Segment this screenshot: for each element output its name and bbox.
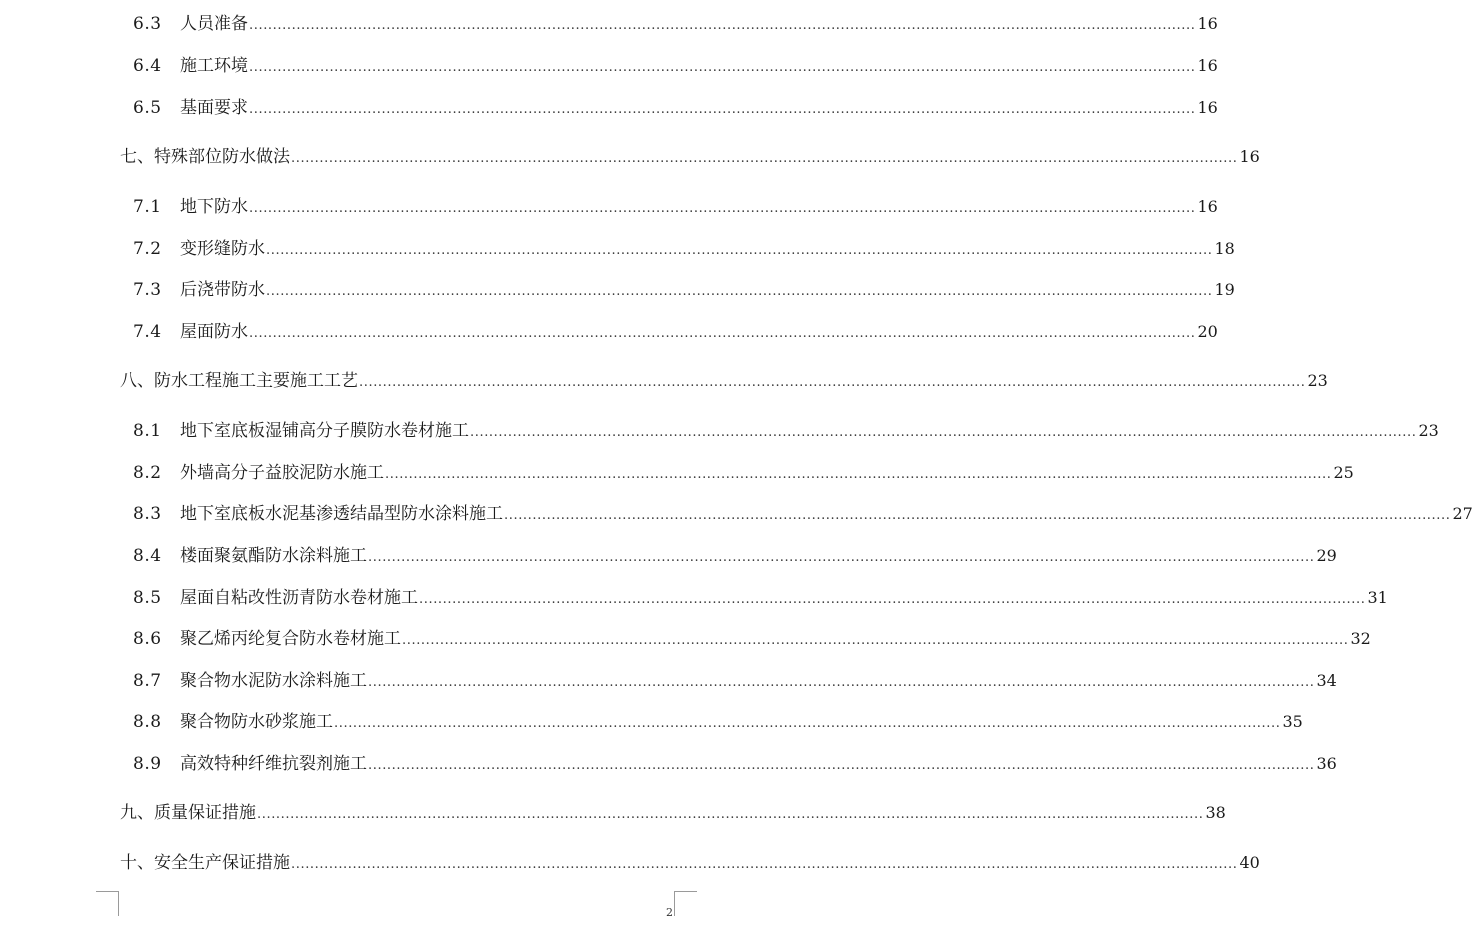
- toc-leader: ........................................................................................................................................................................................................: [359, 375, 1306, 390]
- toc-number: 8.8: [133, 712, 162, 732]
- toc-leader: ........................................................................................................................................................................................................: [266, 243, 1213, 258]
- toc-page: 25: [1333, 463, 1354, 482]
- toc-entry[interactable]: [133, 97, 1218, 121]
- toc-title: 聚合物水泥防水涂料施工: [180, 671, 367, 691]
- toc-page: 19: [1214, 280, 1235, 299]
- toc-entry[interactable]: [133, 238, 1235, 262]
- toc-title: 七、特殊部位防水做法: [120, 147, 290, 167]
- toc-page: 36: [1316, 754, 1337, 773]
- toc-entry[interactable]: [133, 587, 1388, 611]
- toc-number: 6.3: [133, 14, 162, 34]
- toc-title: 屋面防水: [180, 322, 248, 342]
- toc-leader: ........................................................................................................................................................................................................: [368, 758, 1315, 773]
- toc-title: 人员准备: [180, 14, 248, 34]
- toc-leader: ........................................................................................................................................................................................................: [249, 326, 1196, 341]
- toc-title: 地下防水: [180, 197, 248, 217]
- toc-entry[interactable]: [133, 462, 1354, 486]
- toc-page: 29: [1316, 546, 1337, 565]
- toc-leader: ........................................................................................................................................................................................................: [368, 675, 1315, 690]
- toc-number: 7.4: [133, 322, 162, 342]
- toc-page: 16: [1197, 98, 1218, 117]
- toc-number: 7.3: [133, 280, 162, 300]
- toc-title: 变形缝防水: [180, 239, 265, 259]
- toc-title: 基面要求: [180, 98, 248, 118]
- toc-page: 23: [1418, 421, 1439, 440]
- toc-entry[interactable]: [133, 753, 1337, 777]
- toc-number: 8.5: [133, 588, 162, 608]
- toc-entry[interactable]: [133, 503, 1473, 527]
- toc-title: 高效特种纤维抗裂剂施工: [180, 754, 367, 774]
- toc-page: 32: [1350, 629, 1371, 648]
- toc-page: 16: [1197, 56, 1218, 75]
- toc-title: 楼面聚氨酯防水涂料施工: [180, 546, 367, 566]
- toc-entry[interactable]: [133, 711, 1303, 735]
- toc-page: 23: [1307, 371, 1328, 390]
- toc-leader: ........................................................................................................................................................................................................: [249, 18, 1196, 33]
- toc-entry[interactable]: [133, 545, 1337, 569]
- toc-title: 地下室底板水泥基渗透结晶型防水涂料施工: [180, 504, 503, 524]
- page-corner-mark-left: [96, 891, 119, 916]
- toc-page: 38: [1205, 803, 1226, 822]
- toc-leader: ........................................................................................................................................................................................................: [334, 716, 1281, 731]
- toc-page: 40: [1239, 853, 1260, 872]
- toc-entry[interactable]: [133, 279, 1235, 303]
- toc-title: 外墙高分子益胶泥防水施工: [180, 463, 384, 483]
- toc-number: 8.2: [133, 463, 162, 483]
- toc-page: 16: [1197, 14, 1218, 33]
- toc-title: 屋面自粘改性沥青防水卷材施工: [180, 588, 418, 608]
- toc-page: 16: [1197, 197, 1218, 216]
- toc-title: 聚合物防水砂浆施工: [180, 712, 333, 732]
- toc-page: 31: [1367, 588, 1388, 607]
- toc-entry[interactable]: [120, 146, 1260, 170]
- toc-entry[interactable]: [133, 628, 1371, 652]
- toc-entry[interactable]: [120, 802, 1226, 826]
- page-number: 2: [666, 906, 673, 919]
- toc-number: 8.4: [133, 546, 162, 566]
- toc-entry[interactable]: [120, 370, 1328, 394]
- toc-number: 7.1: [133, 197, 162, 217]
- toc-leader: ........................................................................................................................................................................................................: [470, 425, 1417, 440]
- toc-page: 35: [1282, 712, 1303, 731]
- toc-number: 8.1: [133, 421, 162, 441]
- toc-number: 8.3: [133, 504, 162, 524]
- toc-entry[interactable]: [120, 852, 1260, 876]
- toc-number: 8.9: [133, 754, 162, 774]
- toc-title: 施工环境: [180, 56, 248, 76]
- toc-page: 20: [1197, 322, 1218, 341]
- toc-entry[interactable]: [133, 420, 1439, 444]
- toc-page: 27: [1452, 504, 1473, 523]
- toc-number: 8.7: [133, 671, 162, 691]
- toc-leader: ........................................................................................................................................................................................................: [419, 592, 1366, 607]
- toc-title: 九、质量保证措施: [120, 803, 256, 823]
- toc-entry[interactable]: [133, 670, 1337, 694]
- toc-leader: ........................................................................................................................................................................................................: [385, 467, 1332, 482]
- toc-number: 6.5: [133, 98, 162, 118]
- toc-number: 8.6: [133, 629, 162, 649]
- toc-number: 6.4: [133, 56, 162, 76]
- toc-title: 八、防水工程施工主要施工工艺: [120, 371, 358, 391]
- toc-leader: ........................................................................................................................................................................................................: [368, 550, 1315, 565]
- toc-entry[interactable]: [133, 55, 1218, 79]
- toc-title: 聚乙烯丙纶复合防水卷材施工: [180, 629, 401, 649]
- toc-leader: ........................................................................................................................................................................................................: [249, 201, 1196, 216]
- toc-title: 地下室底板湿铺高分子膜防水卷材施工: [180, 421, 469, 441]
- toc-leader: ........................................................................................................................................................................................................: [266, 284, 1213, 299]
- toc-entry[interactable]: [133, 196, 1218, 220]
- toc-leader: ........................................................................................................................................................................................................: [249, 102, 1196, 117]
- toc-entry[interactable]: [133, 321, 1218, 345]
- toc-page: 34: [1316, 671, 1337, 690]
- page-corner-mark-right: [674, 891, 697, 916]
- toc-page: 18: [1214, 239, 1235, 258]
- toc-entry[interactable]: [133, 13, 1218, 37]
- toc-page: 16: [1239, 147, 1260, 166]
- toc-leader: ........................................................................................................................................................................................................: [402, 633, 1349, 648]
- toc-number: 7.2: [133, 239, 162, 259]
- toc-title: 十、安全生产保证措施: [120, 853, 290, 873]
- toc-title: 后浇带防水: [180, 280, 265, 300]
- toc-leader: ........................................................................................................................................................................................................: [504, 508, 1451, 523]
- toc-leader: ........................................................................................................................................................................................................: [291, 151, 1238, 166]
- toc-leader: ........................................................................................................................................................................................................: [257, 807, 1204, 822]
- toc-leader: ........................................................................................................................................................................................................: [249, 60, 1196, 75]
- toc-leader: ........................................................................................................................................................................................................: [291, 857, 1238, 872]
